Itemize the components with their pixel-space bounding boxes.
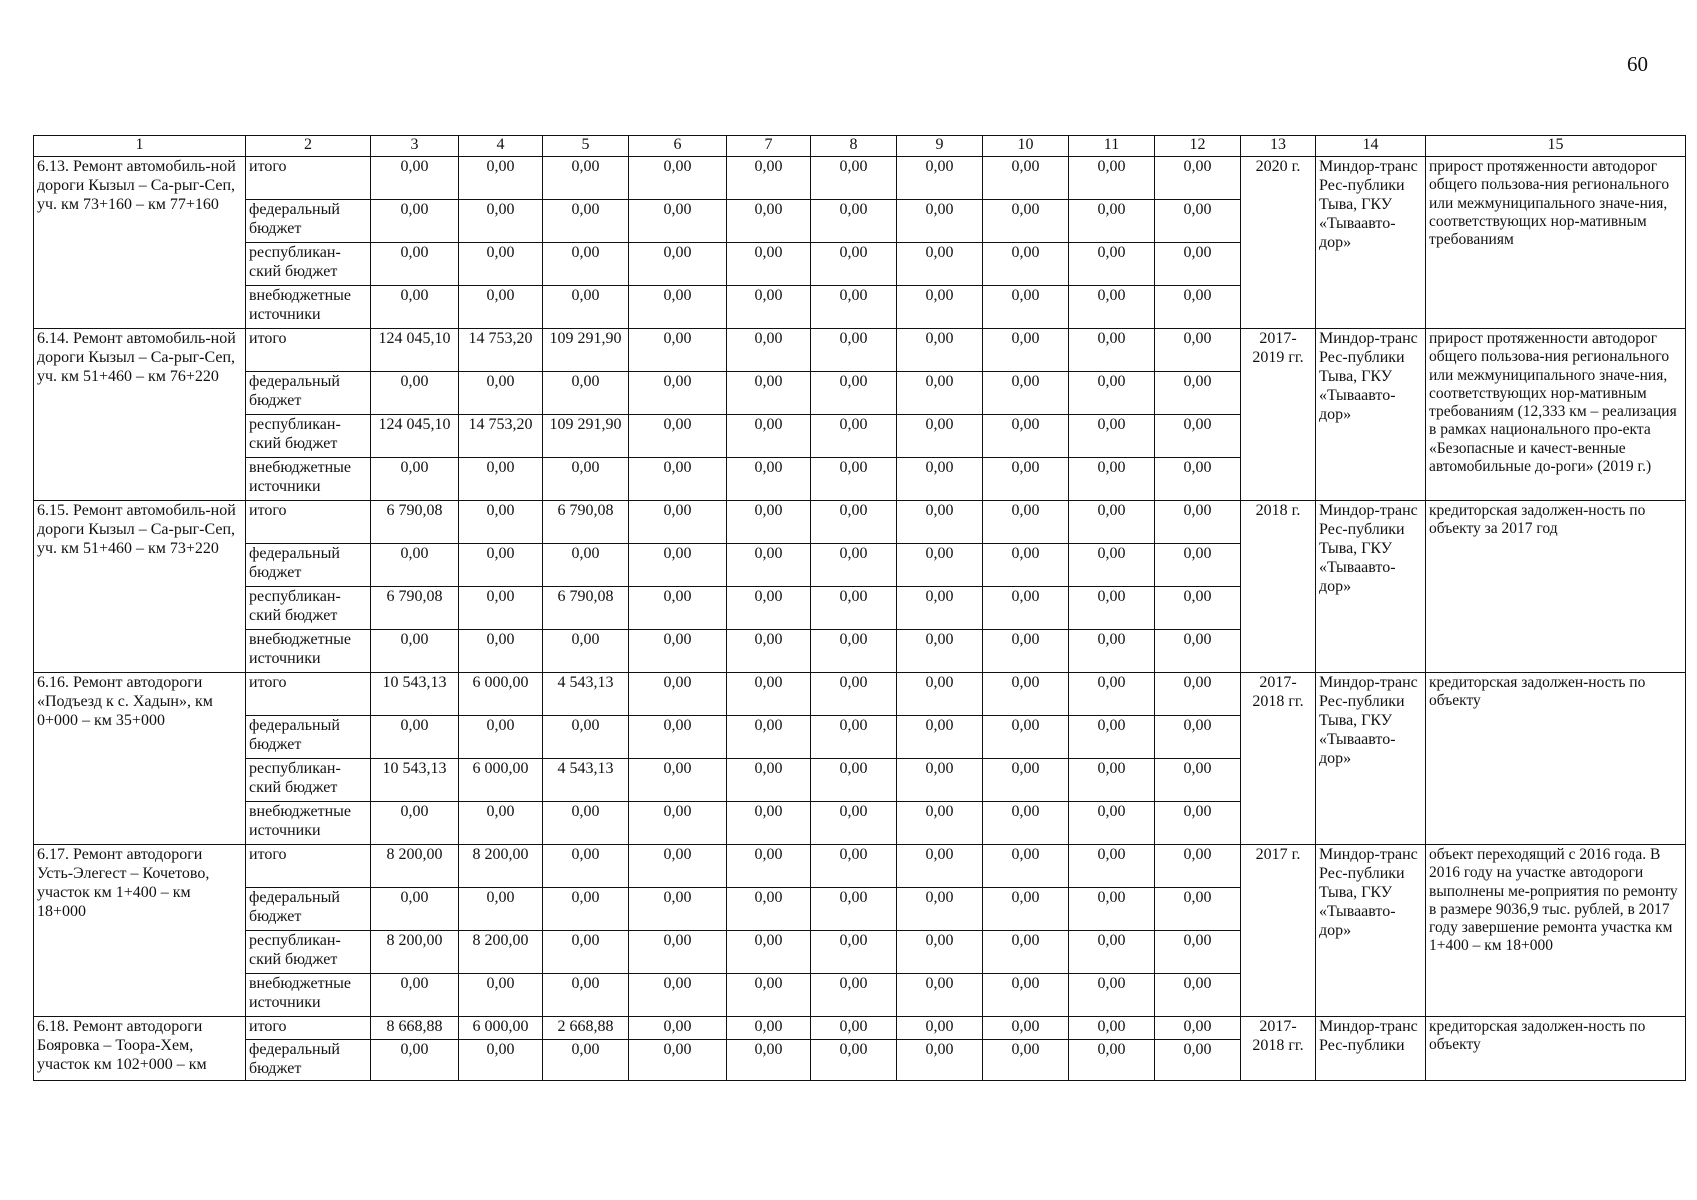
value-cell: 0,00: [811, 1017, 897, 1040]
table-row: [34, 845, 1686, 888]
program-table: [33, 135, 1686, 1081]
value-cell: 0,00: [371, 1040, 459, 1081]
funding-source: республикан-ский бюджет: [246, 243, 371, 286]
value-cell: 0,00: [897, 415, 983, 458]
value-cell: 0,00: [811, 845, 897, 888]
value-cell: 0,00: [459, 286, 543, 329]
value-cell: 0,00: [629, 544, 727, 587]
value-cell: 0,00: [897, 974, 983, 1017]
value-cell: 0,00: [1069, 716, 1155, 759]
expected-result: объект переходящий с 2016 года. В 2016 году на участке автодороги выполнены ме-роприятия по ремонту в размере 9036,9 тыс. рублей, в 2017 году завершение ремонта участка км 1+400 – км 18+000: [1426, 845, 1686, 1017]
column-header-8: 8: [811, 136, 897, 157]
page-number: 60: [1627, 52, 1648, 76]
value-cell: 0,00: [1155, 974, 1241, 1017]
value-cell: 0,00: [727, 845, 811, 888]
value-cell: 0,00: [1155, 544, 1241, 587]
value-cell: 0,00: [371, 458, 459, 501]
value-cell: 0,00: [543, 716, 629, 759]
value-cell: 0,00: [543, 974, 629, 1017]
column-header-9: 9: [897, 136, 983, 157]
value-cell: 0,00: [1155, 845, 1241, 888]
value-cell: 0,00: [897, 372, 983, 415]
value-cell: 0,00: [1155, 630, 1241, 673]
value-cell: 0,00: [727, 1017, 811, 1040]
value-cell: 6 790,08: [543, 501, 629, 544]
table-row: [34, 501, 1686, 544]
value-cell: 0,00: [1155, 716, 1241, 759]
value-cell: 0,00: [727, 372, 811, 415]
value-cell: 0,00: [1155, 802, 1241, 845]
value-cell: 6 790,08: [371, 501, 459, 544]
value-cell: 0,00: [727, 415, 811, 458]
value-cell: 0,00: [897, 630, 983, 673]
value-cell: 0,00: [811, 458, 897, 501]
value-cell: 0,00: [1069, 759, 1155, 802]
implementation-period: 2017-2018 гг.: [1241, 1017, 1316, 1081]
value-cell: 0,00: [1069, 802, 1155, 845]
value-cell: 8 200,00: [459, 845, 543, 888]
value-cell: 0,00: [1069, 931, 1155, 974]
value-cell: 0,00: [811, 544, 897, 587]
value-cell: 0,00: [371, 630, 459, 673]
value-cell: 0,00: [1069, 372, 1155, 415]
value-cell: 14 753,20: [459, 329, 543, 372]
value-cell: 0,00: [1069, 458, 1155, 501]
value-cell: 0,00: [897, 501, 983, 544]
value-cell: 0,00: [543, 372, 629, 415]
value-cell: 0,00: [897, 845, 983, 888]
column-header-12: 12: [1155, 136, 1241, 157]
value-cell: 0,00: [459, 157, 543, 200]
value-cell: 0,00: [1155, 415, 1241, 458]
value-cell: 0,00: [897, 286, 983, 329]
value-cell: 0,00: [983, 458, 1069, 501]
value-cell: 0,00: [629, 673, 727, 716]
value-cell: 0,00: [1155, 759, 1241, 802]
value-cell: 0,00: [897, 759, 983, 802]
value-cell: 0,00: [983, 1017, 1069, 1040]
value-cell: 0,00: [629, 845, 727, 888]
value-cell: 0,00: [1069, 501, 1155, 544]
value-cell: 0,00: [543, 630, 629, 673]
measure-name: 6.18. Ремонт автодороги Бояровка – Тоора-Хем, участок км 102+000 – км: [34, 1017, 246, 1081]
value-cell: 0,00: [459, 974, 543, 1017]
value-cell: 0,00: [371, 716, 459, 759]
value-cell: 0,00: [983, 157, 1069, 200]
value-cell: 0,00: [811, 1040, 897, 1081]
value-cell: 0,00: [371, 286, 459, 329]
funding-source: итого: [246, 157, 371, 200]
value-cell: 8 200,00: [459, 931, 543, 974]
value-cell: 6 790,08: [371, 587, 459, 630]
column-header-3: 3: [371, 136, 459, 157]
value-cell: 0,00: [629, 372, 727, 415]
value-cell: 0,00: [897, 458, 983, 501]
value-cell: 0,00: [1155, 157, 1241, 200]
column-header-2: 2: [246, 136, 371, 157]
value-cell: 0,00: [543, 802, 629, 845]
value-cell: 0,00: [629, 802, 727, 845]
value-cell: 0,00: [459, 587, 543, 630]
value-cell: 10 543,13: [371, 673, 459, 716]
measure-name: 6.15. Ремонт автомобиль-ной дороги Кызыл – Са-рыг-Сеп, уч. км 51+460 – км 73+220: [34, 501, 246, 673]
value-cell: 0,00: [459, 243, 543, 286]
value-cell: 0,00: [629, 759, 727, 802]
value-cell: 0,00: [727, 802, 811, 845]
value-cell: 0,00: [983, 974, 1069, 1017]
value-cell: 0,00: [543, 544, 629, 587]
value-cell: 0,00: [727, 630, 811, 673]
value-cell: 0,00: [727, 716, 811, 759]
value-cell: 0,00: [629, 931, 727, 974]
value-cell: 0,00: [629, 716, 727, 759]
funding-source: республикан-ский бюджет: [246, 759, 371, 802]
value-cell: 0,00: [811, 329, 897, 372]
value-cell: 0,00: [983, 544, 1069, 587]
value-cell: 0,00: [629, 1040, 727, 1081]
value-cell: 0,00: [811, 587, 897, 630]
value-cell: 0,00: [371, 200, 459, 243]
funding-source: федеральный бюджет: [246, 888, 371, 931]
value-cell: 0,00: [1155, 888, 1241, 931]
value-cell: 6 790,08: [543, 587, 629, 630]
value-cell: 0,00: [1069, 286, 1155, 329]
value-cell: 0,00: [983, 372, 1069, 415]
value-cell: 0,00: [459, 200, 543, 243]
implementation-period: 2017 г.: [1241, 845, 1316, 1017]
value-cell: 0,00: [543, 200, 629, 243]
value-cell: 0,00: [983, 200, 1069, 243]
value-cell: 0,00: [897, 200, 983, 243]
value-cell: 4 543,13: [543, 673, 629, 716]
value-cell: 109 291,90: [543, 329, 629, 372]
value-cell: 0,00: [543, 157, 629, 200]
value-cell: 0,00: [811, 243, 897, 286]
column-header-5: 5: [543, 136, 629, 157]
value-cell: 0,00: [983, 329, 1069, 372]
value-cell: 0,00: [459, 716, 543, 759]
value-cell: 0,00: [1069, 415, 1155, 458]
value-cell: 0,00: [1069, 888, 1155, 931]
value-cell: 0,00: [1069, 544, 1155, 587]
value-cell: 0,00: [1155, 1040, 1241, 1081]
value-cell: 0,00: [371, 243, 459, 286]
value-cell: 8 200,00: [371, 845, 459, 888]
implementation-period: 2018 г.: [1241, 501, 1316, 673]
value-cell: 0,00: [983, 630, 1069, 673]
value-cell: 0,00: [1155, 458, 1241, 501]
value-cell: 0,00: [897, 1040, 983, 1081]
value-cell: 8 668,88: [371, 1017, 459, 1040]
value-cell: 0,00: [811, 888, 897, 931]
value-cell: 0,00: [897, 243, 983, 286]
responsible-executor: Миндор-транс Рес-публики Тыва, ГКУ «Тываавто-дор»: [1316, 845, 1426, 1017]
value-cell: 0,00: [629, 329, 727, 372]
value-cell: 0,00: [1069, 243, 1155, 286]
column-header-row: [34, 136, 1686, 157]
table-body: [34, 136, 1686, 1081]
value-cell: 0,00: [897, 931, 983, 974]
value-cell: 14 753,20: [459, 415, 543, 458]
column-header-1: 1: [34, 136, 246, 157]
value-cell: 0,00: [459, 458, 543, 501]
value-cell: 0,00: [727, 200, 811, 243]
implementation-period: 2017-2018 гг.: [1241, 673, 1316, 845]
value-cell: 0,00: [1155, 329, 1241, 372]
value-cell: 0,00: [543, 286, 629, 329]
value-cell: 0,00: [629, 243, 727, 286]
value-cell: 0,00: [811, 931, 897, 974]
value-cell: 0,00: [629, 286, 727, 329]
funding-source: внебюджетные источники: [246, 974, 371, 1017]
value-cell: 0,00: [727, 759, 811, 802]
funding-source: республикан-ский бюджет: [246, 415, 371, 458]
value-cell: 0,00: [459, 802, 543, 845]
value-cell: 0,00: [1069, 157, 1155, 200]
value-cell: 0,00: [811, 630, 897, 673]
value-cell: 0,00: [1155, 1017, 1241, 1040]
column-header-7: 7: [727, 136, 811, 157]
funding-source: федеральный бюджет: [246, 544, 371, 587]
value-cell: 0,00: [727, 501, 811, 544]
measure-name: 6.17. Ремонт автодороги Усть-Элегест – Кочетово, участок км 1+400 – км 18+000: [34, 845, 246, 1017]
funding-source: республикан-ский бюджет: [246, 587, 371, 630]
column-header-6: 6: [629, 136, 727, 157]
value-cell: 0,00: [727, 931, 811, 974]
measure-name: 6.14. Ремонт автомобиль-ной дороги Кызыл – Са-рыг-Сеп, уч. км 51+460 – км 76+220: [34, 329, 246, 501]
funding-source: федеральный бюджет: [246, 716, 371, 759]
value-cell: 109 291,90: [543, 415, 629, 458]
value-cell: 0,00: [983, 501, 1069, 544]
table-row: [34, 1017, 1686, 1040]
funding-source: итого: [246, 501, 371, 544]
value-cell: 0,00: [811, 501, 897, 544]
value-cell: 0,00: [727, 544, 811, 587]
table-row: [34, 157, 1686, 200]
value-cell: 0,00: [983, 587, 1069, 630]
value-cell: 0,00: [811, 372, 897, 415]
table-row: [34, 329, 1686, 372]
value-cell: 0,00: [727, 458, 811, 501]
value-cell: 0,00: [459, 501, 543, 544]
responsible-executor: Миндор-транс Рес-публики: [1316, 1017, 1426, 1081]
value-cell: 0,00: [1069, 673, 1155, 716]
value-cell: 0,00: [543, 458, 629, 501]
value-cell: 0,00: [897, 157, 983, 200]
value-cell: 0,00: [1069, 630, 1155, 673]
implementation-period: 2017-2019 гг.: [1241, 329, 1316, 501]
value-cell: 0,00: [371, 802, 459, 845]
measure-name: 6.13. Ремонт автомобиль-ной дороги Кызыл – Са-рыг-Сеп, уч. км 73+160 – км 77+160: [34, 157, 246, 329]
value-cell: 0,00: [811, 759, 897, 802]
value-cell: 0,00: [727, 888, 811, 931]
value-cell: 0,00: [727, 974, 811, 1017]
value-cell: 0,00: [629, 200, 727, 243]
column-header-11: 11: [1069, 136, 1155, 157]
value-cell: 0,00: [983, 286, 1069, 329]
column-header-4: 4: [459, 136, 543, 157]
funding-source: внебюджетные источники: [246, 630, 371, 673]
value-cell: 0,00: [459, 544, 543, 587]
value-cell: 0,00: [371, 974, 459, 1017]
value-cell: 0,00: [897, 1017, 983, 1040]
value-cell: 0,00: [1069, 587, 1155, 630]
funding-source: федеральный бюджет: [246, 1040, 371, 1081]
value-cell: 0,00: [629, 415, 727, 458]
responsible-executor: Миндор-транс Рес-публики Тыва, ГКУ «Тываавто-дор»: [1316, 329, 1426, 501]
value-cell: 0,00: [543, 888, 629, 931]
value-cell: 2 668,88: [543, 1017, 629, 1040]
value-cell: 0,00: [727, 286, 811, 329]
value-cell: 6 000,00: [459, 1017, 543, 1040]
funding-source: федеральный бюджет: [246, 200, 371, 243]
value-cell: 0,00: [983, 759, 1069, 802]
value-cell: 0,00: [1155, 501, 1241, 544]
column-header-14: 14: [1316, 136, 1426, 157]
value-cell: 0,00: [727, 1040, 811, 1081]
value-cell: 0,00: [811, 673, 897, 716]
funding-source: итого: [246, 329, 371, 372]
value-cell: 0,00: [983, 1040, 1069, 1081]
value-cell: 0,00: [1155, 931, 1241, 974]
value-cell: 124 045,10: [371, 415, 459, 458]
value-cell: 0,00: [897, 888, 983, 931]
value-cell: 0,00: [459, 888, 543, 931]
value-cell: 10 543,13: [371, 759, 459, 802]
column-header-10: 10: [983, 136, 1069, 157]
value-cell: 0,00: [811, 286, 897, 329]
expected-result: кредиторская задолжен-ность по объекту: [1426, 1017, 1686, 1081]
expected-result: кредиторская задолжен-ность по объекту за 2017 год: [1426, 501, 1686, 673]
value-cell: 0,00: [1155, 243, 1241, 286]
value-cell: 0,00: [629, 501, 727, 544]
value-cell: 0,00: [897, 716, 983, 759]
value-cell: 0,00: [811, 157, 897, 200]
value-cell: 0,00: [371, 544, 459, 587]
expected-result: прирост протяженности автодорог общего пользова-ния регионального или межмуниципального значе-ния, соответствующих нор-мативным требованиям (12,333 км – реализация в рамках национального про-екта «Безопасные и качест-венные автомобильные до-роги» (2019 г.): [1426, 329, 1686, 501]
value-cell: 0,00: [1155, 372, 1241, 415]
value-cell: 0,00: [727, 157, 811, 200]
funding-source: итого: [246, 1017, 371, 1040]
funding-source: республикан-ский бюджет: [246, 931, 371, 974]
value-cell: 0,00: [1069, 1040, 1155, 1081]
value-cell: 124 045,10: [371, 329, 459, 372]
value-cell: 0,00: [371, 372, 459, 415]
responsible-executor: Миндор-транс Рес-публики Тыва, ГКУ «Тываавто-дор»: [1316, 501, 1426, 673]
value-cell: 0,00: [629, 1017, 727, 1040]
value-cell: 0,00: [1069, 845, 1155, 888]
value-cell: 0,00: [543, 931, 629, 974]
value-cell: 0,00: [629, 458, 727, 501]
value-cell: 0,00: [983, 888, 1069, 931]
value-cell: 0,00: [983, 415, 1069, 458]
value-cell: 0,00: [1155, 587, 1241, 630]
value-cell: 0,00: [811, 802, 897, 845]
value-cell: 0,00: [897, 802, 983, 845]
value-cell: 0,00: [897, 329, 983, 372]
value-cell: 0,00: [629, 888, 727, 931]
value-cell: 0,00: [983, 802, 1069, 845]
value-cell: 0,00: [983, 931, 1069, 974]
value-cell: 0,00: [543, 845, 629, 888]
value-cell: 0,00: [629, 587, 727, 630]
value-cell: 0,00: [727, 587, 811, 630]
value-cell: 0,00: [727, 329, 811, 372]
funding-source: внебюджетные источники: [246, 286, 371, 329]
value-cell: 0,00: [371, 888, 459, 931]
value-cell: 0,00: [459, 630, 543, 673]
value-cell: 0,00: [371, 157, 459, 200]
value-cell: 6 000,00: [459, 759, 543, 802]
value-cell: 0,00: [811, 200, 897, 243]
column-header-13: 13: [1241, 136, 1316, 157]
value-cell: 0,00: [983, 716, 1069, 759]
value-cell: 0,00: [897, 544, 983, 587]
value-cell: 8 200,00: [371, 931, 459, 974]
expected-result: прирост протяженности автодорог общего пользова-ния регионального или межмуниципального значе-ния, соответствующих нор-мативным требованиям: [1426, 157, 1686, 329]
value-cell: 0,00: [629, 157, 727, 200]
value-cell: 0,00: [1069, 1017, 1155, 1040]
funding-source: федеральный бюджет: [246, 372, 371, 415]
expected-result: кредиторская задолжен-ность по объекту: [1426, 673, 1686, 845]
value-cell: 6 000,00: [459, 673, 543, 716]
responsible-executor: Миндор-транс Рес-публики Тыва, ГКУ «Тываавто-дор»: [1316, 157, 1426, 329]
table-row: [34, 673, 1686, 716]
value-cell: 0,00: [727, 673, 811, 716]
responsible-executor: Миндор-транс Рес-публики Тыва, ГКУ «Тываавто-дор»: [1316, 673, 1426, 845]
funding-source: внебюджетные источники: [246, 802, 371, 845]
value-cell: 0,00: [811, 974, 897, 1017]
implementation-period: 2020 г.: [1241, 157, 1316, 329]
funding-source: внебюджетные источники: [246, 458, 371, 501]
value-cell: 0,00: [629, 630, 727, 673]
value-cell: 0,00: [983, 243, 1069, 286]
value-cell: 0,00: [727, 243, 811, 286]
value-cell: 0,00: [897, 587, 983, 630]
value-cell: 0,00: [543, 243, 629, 286]
value-cell: 0,00: [897, 673, 983, 716]
funding-source: итого: [246, 673, 371, 716]
value-cell: 0,00: [1069, 974, 1155, 1017]
value-cell: 0,00: [811, 716, 897, 759]
column-header-15: 15: [1426, 136, 1686, 157]
measure-name: 6.16. Ремонт автодороги «Подъезд к с. Хадын», км 0+000 – км 35+000: [34, 673, 246, 845]
value-cell: 0,00: [983, 845, 1069, 888]
value-cell: 0,00: [543, 1040, 629, 1081]
value-cell: 0,00: [1155, 286, 1241, 329]
value-cell: 0,00: [1155, 673, 1241, 716]
value-cell: 4 543,13: [543, 759, 629, 802]
funding-source: итого: [246, 845, 371, 888]
value-cell: 0,00: [1069, 329, 1155, 372]
value-cell: 0,00: [1155, 200, 1241, 243]
value-cell: 0,00: [811, 415, 897, 458]
value-cell: 0,00: [1069, 200, 1155, 243]
value-cell: 0,00: [983, 673, 1069, 716]
value-cell: 0,00: [629, 974, 727, 1017]
value-cell: 0,00: [459, 372, 543, 415]
value-cell: 0,00: [459, 1040, 543, 1081]
